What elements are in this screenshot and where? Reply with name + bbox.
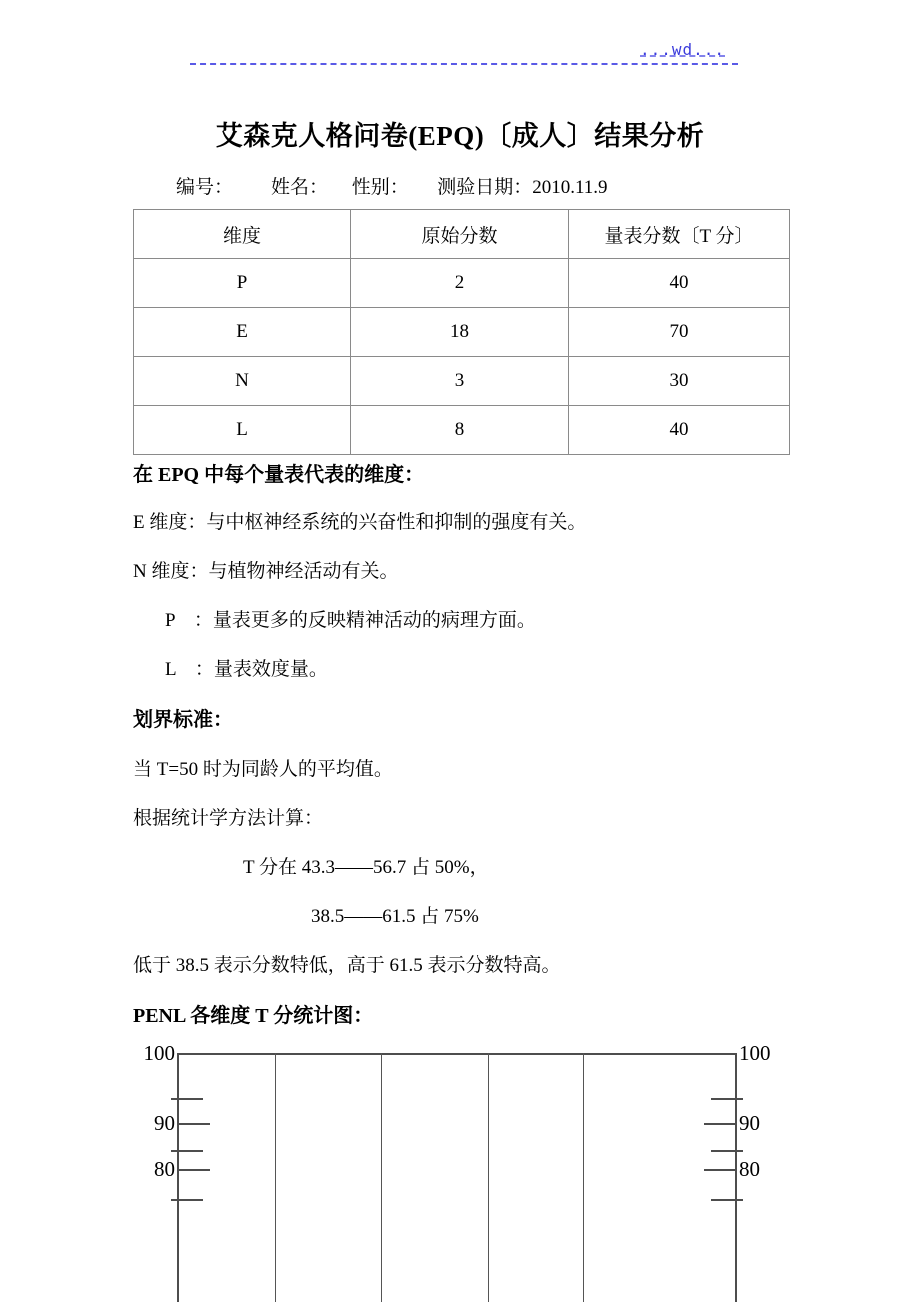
chart-tick-minor-right <box>711 1199 743 1201</box>
heading-chart: PENL 各维度 T 分统计图： <box>133 1005 374 1027</box>
dimension-line-p: P ：量表更多的反映精神活动的病理方面。 <box>165 610 536 631</box>
subject-info-line: 编号： 姓名： 性别： 测验日期：2010.11.9 <box>176 177 608 198</box>
chart-ytick-label-right: 80 <box>739 1157 760 1181</box>
chart-ytick-label-left: 80 <box>154 1157 175 1181</box>
chart-tick-minor-right <box>711 1098 743 1100</box>
chart-gridline <box>583 1053 584 1302</box>
chart-tick-major-right <box>704 1169 735 1171</box>
header-watermark-text: ...wd... <box>640 40 726 59</box>
chart-tick-minor-left <box>171 1150 203 1152</box>
table-header-row <box>134 210 790 259</box>
cell-raw-score: 18 <box>351 308 569 357</box>
chart-gridline <box>275 1053 276 1302</box>
chart-gridline <box>488 1053 489 1302</box>
cell-scale-score: 70 <box>569 308 790 357</box>
cell-scale-score: 40 <box>569 259 790 308</box>
chart-ytick-label-left: 100 <box>143 1041 175 1065</box>
chart-gridline <box>381 1053 382 1302</box>
column-header-scale-score: 量表分数〔T 分〕 <box>569 210 790 259</box>
cell-raw-score: 8 <box>351 406 569 455</box>
heading-dimensions: 在 EPQ 中每个量表代表的维度： <box>133 464 425 486</box>
criteria-note: 低于 38.5 表示分数特低，高于 61.5 表示分数特高。 <box>133 955 561 976</box>
column-header-dimension: 维度 <box>134 210 351 259</box>
epq-score-table <box>133 209 790 455</box>
cell-raw-score: 3 <box>351 357 569 406</box>
chart-ytick-label-right: 90 <box>739 1111 760 1135</box>
chart-plot-area <box>143 1041 771 1302</box>
chart-ytick-label-right: 100 <box>739 1041 771 1065</box>
cell-scale-score: 40 <box>569 406 790 455</box>
chart-tick-minor-left <box>171 1199 203 1201</box>
header-dashed-rule <box>190 63 738 65</box>
cell-dimension: P <box>134 259 351 308</box>
chart-ytick-label-left: 90 <box>154 1111 175 1135</box>
heading-criteria: 划界标准： <box>133 709 233 731</box>
cell-dimension: N <box>134 357 351 406</box>
penl-t-score-chart <box>0 1036 920 1302</box>
cell-scale-score: 30 <box>569 357 790 406</box>
chart-tick-minor-right <box>711 1150 743 1152</box>
dimension-line-l: L ：量表效度量。 <box>165 659 328 680</box>
chart-tick-major-right <box>704 1123 735 1125</box>
criteria-range-50: T 分在 43.3——56.7 占 50%， <box>243 857 489 878</box>
table-row <box>134 308 790 357</box>
table-row <box>134 406 790 455</box>
table-row <box>134 357 790 406</box>
page-header <box>0 0 920 96</box>
chart-top-rule <box>177 1053 737 1055</box>
chart-y-axis-left <box>177 1053 179 1302</box>
dimension-line-n: N 维度：与植物神经活动有关。 <box>133 561 399 582</box>
criteria-range-75: 38.5——61.5 占 75% <box>311 906 479 927</box>
cell-dimension: L <box>134 406 351 455</box>
criteria-method-line: 根据统计学方法计算： <box>133 808 324 829</box>
body-content <box>133 458 833 1048</box>
column-header-raw-score: 原始分数 <box>351 210 569 259</box>
table-row <box>134 259 790 308</box>
criteria-mean-line: 当 T=50 时为同龄人的平均值。 <box>133 759 393 780</box>
chart-tick-minor-left <box>171 1098 203 1100</box>
dimension-line-e: E 维度：与中枢神经系统的兴奋性和抑制的强度有关。 <box>133 512 587 533</box>
chart-tick-major-left <box>179 1169 210 1171</box>
chart-y-axis-right <box>735 1053 737 1302</box>
page-title: 艾森克人格问卷(EPQ)〔成人〕结果分析 <box>215 121 705 151</box>
cell-raw-score: 2 <box>351 259 569 308</box>
chart-tick-major-left <box>179 1123 210 1125</box>
cell-dimension: E <box>134 308 351 357</box>
